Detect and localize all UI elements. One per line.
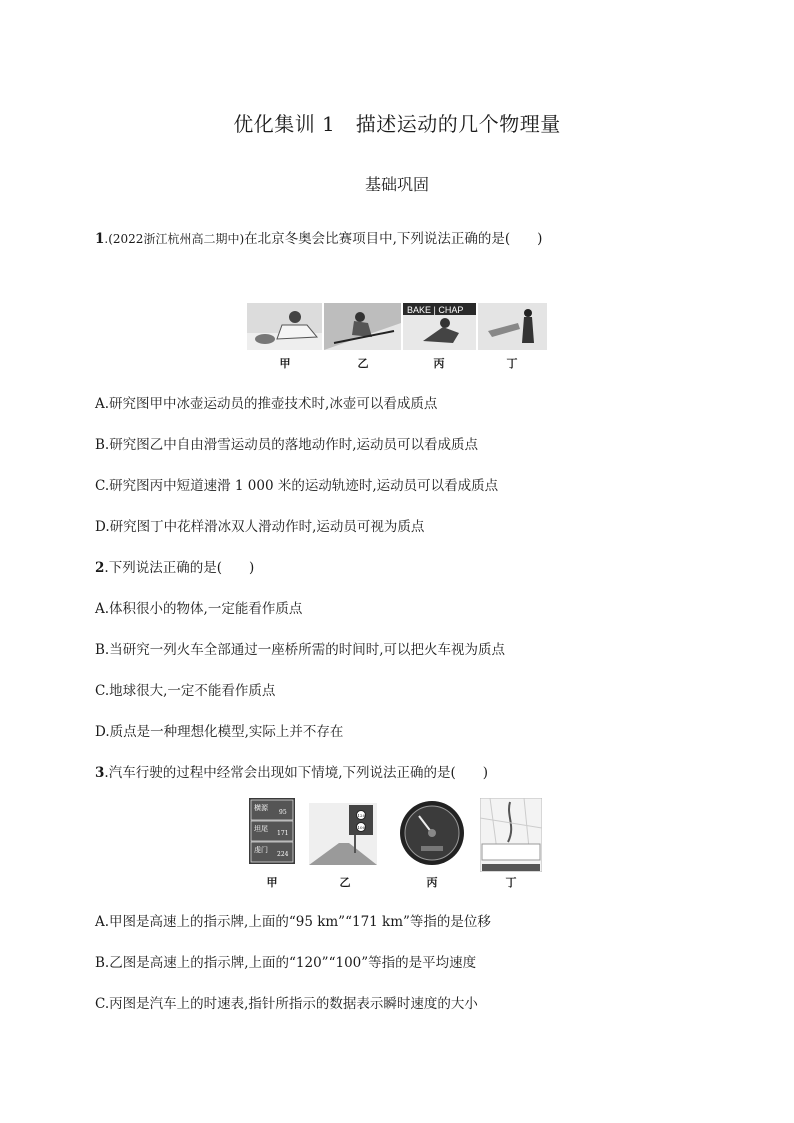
- skiing-photo: [324, 303, 401, 350]
- caption-jia: 甲: [266, 876, 278, 889]
- limit-2: 100: [357, 825, 366, 830]
- question-number: 1: [95, 231, 105, 247]
- caption-ding: 丁: [506, 357, 518, 370]
- figure-skating-photo: [478, 303, 547, 350]
- limit-1: 120: [357, 813, 366, 818]
- sign-dist-1: 95: [279, 809, 287, 816]
- question-3-stem: [95, 761, 488, 781]
- sign-dist-2: 171: [277, 830, 289, 837]
- question-text: .汽车行驶的过程中经常会出现如下情境,下列说法正确的是( ): [104, 765, 489, 781]
- q2-option-c: C.地球很大,一定不能看作质点: [95, 683, 276, 699]
- caption-ding: 丁: [505, 876, 517, 889]
- q2-option-d: D.质点是一种理想化模型,实际上并不存在: [95, 724, 344, 740]
- q1-figure: [247, 303, 547, 375]
- q1-option-c: C.研究图丙中短道速滑 1 000 米的运动轨迹时,运动员可以看成质点: [95, 478, 499, 494]
- curling-photo: [247, 303, 322, 350]
- sign-place-2: 坦尾: [254, 825, 268, 833]
- question-2-stem: [95, 556, 254, 576]
- speed-limit-sign-photo: [309, 803, 377, 865]
- q1-option-a: A.研究图甲中冰壶运动员的推壶技术时,冰壶可以看成质点: [95, 396, 438, 412]
- q3-option-b: B.乙图是高速上的指示牌,上面的“120”“100”等指的是平均速度: [95, 955, 477, 971]
- q3-figure: [247, 798, 547, 890]
- caption-bing: 丙: [433, 357, 445, 370]
- speedometer: [399, 800, 465, 866]
- caption-bing: 丙: [426, 876, 438, 889]
- speed-skating-photo: [403, 303, 476, 350]
- sign-dist-3: 224: [277, 851, 289, 858]
- q1-option-d: D.研究图丁中花样滑冰双人滑动作时,运动员可视为质点: [95, 519, 425, 535]
- question-number: 3: [95, 765, 105, 781]
- sign-place-3: 虔门: [254, 846, 268, 854]
- caption-jia: 甲: [279, 357, 291, 370]
- q1-option-b: B.研究图乙中自由滑雪运动员的落地动作时,运动员可以看成质点: [95, 437, 479, 453]
- sign-place-1: 横源: [254, 804, 268, 812]
- question-number: 2: [95, 560, 105, 576]
- section-heading: 基础巩固: [364, 175, 429, 194]
- question-source: .(2022浙江杭州高二期中): [104, 232, 245, 246]
- q2-option-b: B.当研究一列火车全部通过一座桥所需的时间时,可以把火车视为质点: [95, 642, 506, 658]
- navigation-map: [480, 798, 542, 872]
- caption-yi: 乙: [339, 876, 351, 889]
- highway-distance-sign: [249, 798, 295, 864]
- q3-option-a: A.甲图是高速上的指示牌,上面的“95 km”“171 km”等指的是位移: [95, 914, 491, 930]
- question-text: .下列说法正确的是( ): [104, 560, 255, 576]
- question-text: 在北京冬奥会比赛项目中,下列说法正确的是( ): [244, 231, 543, 247]
- banner-text: BAKE | CHAP: [407, 305, 464, 315]
- page-title: 优化集训 1 描述运动的几个物理量: [233, 112, 561, 136]
- q3-option-c: C.丙图是汽车上的时速表,指针所指示的数据表示瞬时速度的大小: [95, 996, 478, 1012]
- q2-option-a: A.体积很小的物体,一定能看作质点: [95, 601, 303, 617]
- caption-yi: 乙: [357, 357, 369, 370]
- question-1-stem: [95, 227, 542, 247]
